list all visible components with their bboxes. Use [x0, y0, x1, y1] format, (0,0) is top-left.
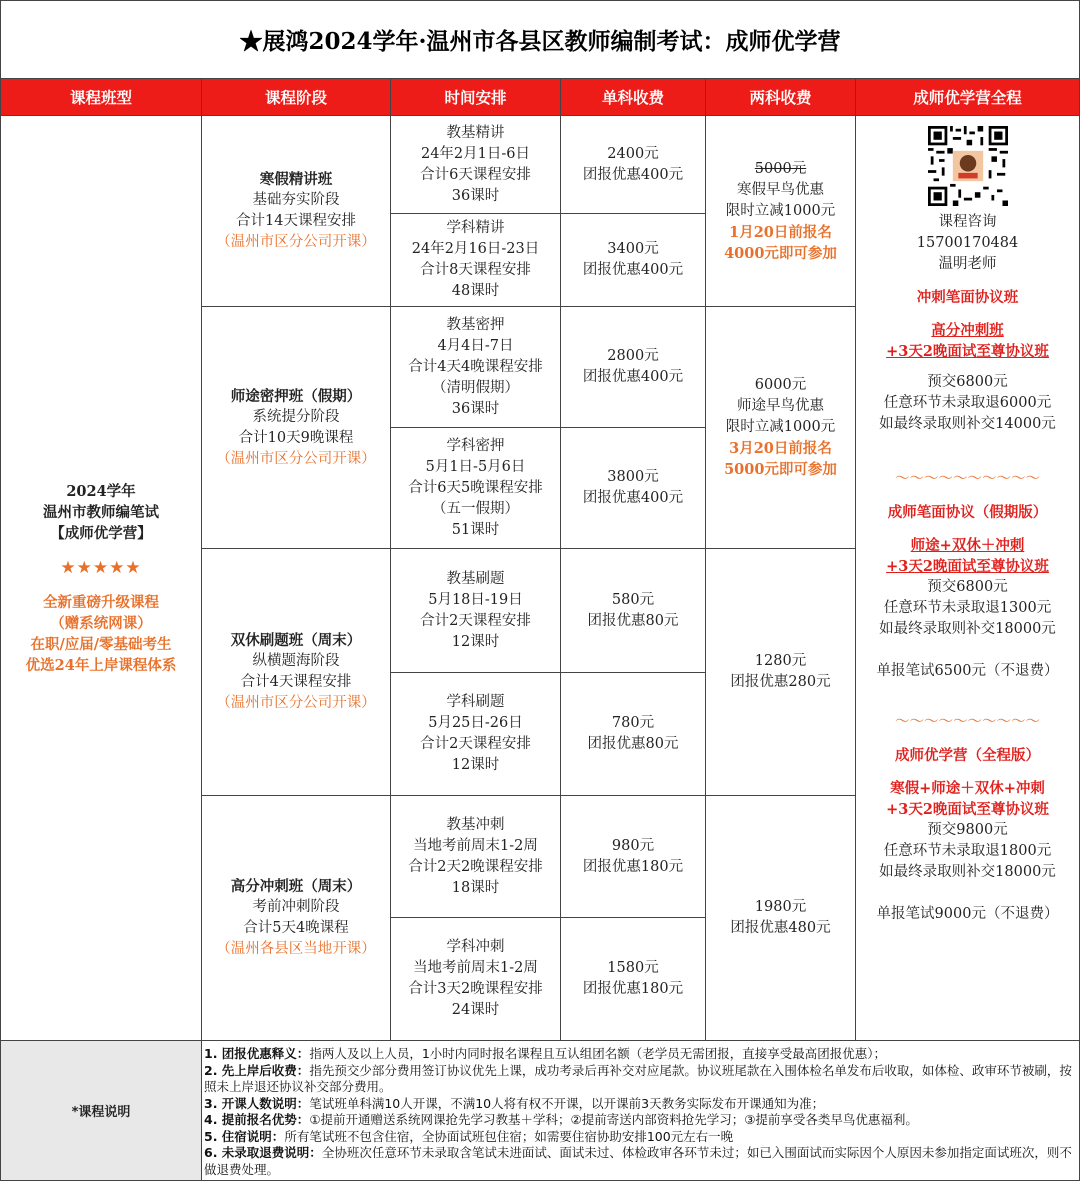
two-fee-cell-sprint: 1980元 团报优惠480元 [730, 899, 831, 936]
stage-cell-holiday: 师途密押班（假期） 系统提分阶段 合计10天9晚课程 （温州市区分公司开课） [216, 387, 376, 467]
schedule-cell: 学科精讲 24年2月16日-23日 合计8天课程安排 48课时 [411, 220, 540, 299]
header-course-type: 课程班型 [1, 79, 201, 115]
single-fee-cell: 1580元 团报优惠180元 [582, 960, 684, 997]
schedule-cell: 学科密押 5月1日-5月6日 合计6天5晚课程安排 （五一假期） 51课时 [408, 437, 543, 538]
course-year: 2024学年 [66, 482, 136, 500]
course-brand: 【成师优学营】 [50, 524, 152, 542]
two-fee-cell-winter: 5000元 寒假早鸟优惠 限时立减1000元 1月20日前报名 4000元即可参加 [724, 160, 837, 262]
schedule-cell: 学科刷题 5月25日-26日 合计2天课程安排 12课时 [420, 694, 531, 773]
schedule-cell: 学科冲刺 当地考前周末1-2周 合计3天2晚课程安排 24课时 [408, 939, 543, 1018]
divider: ～～～～～～～～～～ [895, 714, 1040, 730]
grid-line [0, 0, 1080, 1]
single-fee-cell: 3400元 团报优惠400元 [582, 241, 684, 278]
consult-label: 课程咨询 [938, 214, 997, 230]
notes-list [204, 1046, 1074, 1178]
notes-label: *课程说明 [71, 1105, 131, 1120]
two-fee-cell-weekend: 1280元 团报优惠280元 [730, 653, 831, 690]
single-fee-cell: 3800元 团报优惠400元 [582, 469, 684, 506]
single-fee-cell: 2800元 团报优惠400元 [582, 348, 684, 385]
plan3-title: 成师优学营（全程版） [895, 747, 1040, 764]
header-two-fee: 两科收费 [706, 79, 855, 115]
header-course-stage: 课程阶段 [202, 79, 390, 115]
grid-line [0, 78, 1080, 79]
stage-cell-sprint: 高分冲刺班（周末） 考前冲刺阶段 合计5天4晚课程 （温州各县区当地开课） [216, 878, 376, 957]
course-name: 温州市教师编笔试 [43, 503, 159, 521]
full-course-cell: 课程咨询 15700170484 温明老师 冲刺笔面协议班 高分冲刺班 +3天2晚面试至尊协议班 预交6800元 任意环节未录取退6000元 如最终录取则补交14000元 ～～～～～～～～～～ 成师笔面协议（假期版） 师途+双休＋冲刺 +3天2晚面试至尊协议班 预交6800元 任意环节未录取退1300元 如最终录取则补交18000元 单报笔试6500元（不退费） ～～～～～～～～～～ 成师优学营（全程版） 寒假+师途＋双休+冲刺 +3天2晚面试至尊协议班 预交9800元 任意环节未录取退1800元 如最终录取则补交18000元 单报笔试9000元（不退费） [856, 116, 1079, 1040]
single-fee-cell: 580元 团报优惠80元 [587, 591, 679, 629]
plan1-title: 冲刺笔面协议班 [916, 289, 1019, 306]
course-feature: 全新重磅升级课程 [43, 593, 159, 611]
note-item: 1. 团报优惠释义：指两人及以上人员，1小时内同时报名课程且互认组团名额（老学员无需团报，直接享受最高团报优惠）； [204, 1046, 887, 1061]
header-full-course: 成师优学营全程 [856, 79, 1079, 115]
consult-teacher: 温明老师 [938, 256, 997, 272]
stage-cell-weekend-drill: 双休刷题班（周末） 纵横题海阶段 合计4天课程安排 （温州市区分公司开课） [216, 632, 376, 711]
schedule-cell: 教基密押 4月4日-7日 合计4天4晚课程安排 （清明假期） 36课时 [408, 316, 543, 417]
course-feature: 在职/应届/零基础考生 [30, 635, 172, 653]
consult-phone[interactable]: 15700170484 [916, 235, 1019, 251]
divider: ～～～～～～～～～～ [895, 471, 1040, 487]
stage-cell-winter: 寒假精讲班 基础夯实阶段 合计14天课程安排 （温州市区分公司开课） [216, 171, 376, 250]
course-feature: （赠系统网课） [50, 614, 152, 632]
course-type-cell [1, 116, 201, 1040]
single-fee-cell: 980元 团报优惠180元 [582, 837, 684, 875]
header-schedule: 时间安排 [391, 79, 560, 115]
note-item: 3. 开课人数说明：笔试班单科满10人开课，不满10人将有权不开课，以开课前3天教务实际发布开课通知为准； [204, 1095, 825, 1111]
notes-label-cell [1, 1041, 201, 1180]
two-fee-cell-holiday: 6000元 师途早鸟优惠 限时立减1000元 3月20日前报名 5000元即可参加 [724, 377, 837, 478]
course-feature: 优选24年上岸课程体系 [25, 656, 177, 674]
note-item: 5. 住宿说明：所有笔试班不包含住宿，全协面试班包住宿；如需要住宿协助安排100元左右一晚 [204, 1128, 734, 1144]
note-item: 4. 提前报名优势：①提前开通赠送系统网课抢先学习教基＋学科；②提前寄送内部资料抢先学习；③提前享受各类早鸟优惠福利。 [204, 1112, 918, 1127]
qr-code-icon[interactable] [928, 126, 1008, 206]
page-title: ★展鸿2024学年·温州市各县区教师编制考试：成师优学营 [239, 27, 841, 55]
single-fee-cell: 780元 团报优惠80元 [587, 715, 679, 752]
page-title-cell [0, 0, 1080, 78]
schedule-cell: 教基冲刺 当地考前周末1-2周 合计2天2晚课程安排 18课时 [408, 816, 543, 896]
schedule-cell: 教基精讲 24年2月1日-6日 合计6天课程安排 36课时 [420, 124, 531, 204]
plan2-title: 成师笔面协议（假期版） [887, 504, 1048, 521]
note-item: 6. 未录取退费说明：全协班次任意环节未录取含笔试未进面试、面试未过、体检政审各环节未过；如已入围面试而实际因个人原因未参加指定面试班次，则不做退费处理。 [204, 1145, 1072, 1177]
schedule-cell: 教基刷题 5月18日-19日 合计2天课程安排 12课时 [420, 570, 531, 650]
header-single-fee: 单科收费 [561, 79, 705, 115]
rating-stars: ★★★★★ [60, 557, 142, 578]
note-item: 2. 先上岸后收费：指先预交少部分费用签订协议优先上课，成功考录后再补交对应尾款。协议班尾款在入围体检名单发布后收取，如体检、政审环节被刷，按照未上岸退还协议补交部分费用。 [204, 1062, 1072, 1094]
single-fee-cell: 2400元 团报优惠400元 [582, 145, 684, 183]
